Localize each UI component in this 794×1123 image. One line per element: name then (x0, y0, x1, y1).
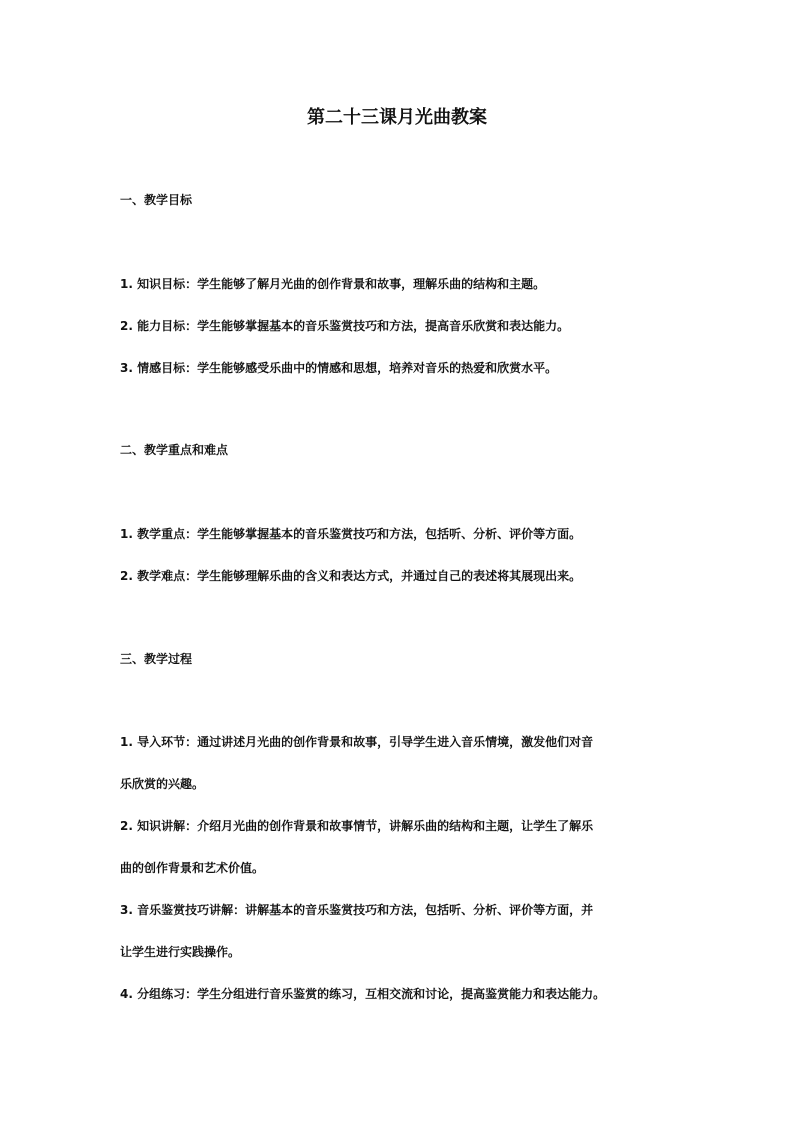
page-title: 第二十三课月光曲教案 (307, 107, 487, 128)
list-item: 1. 导入环节：通过讲述月光曲的创作背景和故事，引导学生进入音乐情境，激发他们对音 (120, 735, 594, 749)
section-heading-process: 三、教学过程 (120, 652, 193, 666)
section-heading-objectives: 一、教学目标 (120, 193, 193, 207)
list-item-continuation: 让学生进行实践操作。 (120, 945, 241, 959)
list-item: 2. 能力目标：学生能够掌握基本的音乐鉴赏技巧和方法，提高音乐欣赏和表达能力。 (120, 319, 570, 333)
list-item: 3. 情感目标：学生能够感受乐曲中的情感和思想，培养对音乐的热爱和欣赏水平。 (120, 361, 558, 375)
list-item: 1. 教学重点：学生能够掌握基本的音乐鉴赏技巧和方法，包括听、分析、评价等方面。 (120, 527, 582, 541)
list-item: 2. 知识讲解：介绍月光曲的创作背景和故事情节，讲解乐曲的结构和主题，让学生了解乐 (120, 819, 594, 833)
list-item-continuation: 乐欣赏的兴趣。 (120, 777, 205, 791)
section-heading-key-points: 二、教学重点和难点 (120, 443, 229, 457)
list-item: 3. 音乐鉴赏技巧讲解：讲解基本的音乐鉴赏技巧和方法，包括听、分析、评价等方面，并 (120, 903, 594, 917)
list-item: 4. 分组练习：学生分组进行音乐鉴赏的练习，互相交流和讨论，提高鉴赏能力和表达能力。 (120, 987, 606, 1001)
list-item: 2. 教学难点：学生能够理解乐曲的含义和表达方式，并通过自己的表述将其展现出来。 (120, 569, 582, 583)
list-item-continuation: 曲的创作背景和艺术价值。 (120, 861, 265, 875)
list-item: 1. 知识目标：学生能够了解月光曲的创作背景和故事，理解乐曲的结构和主题。 (120, 277, 546, 291)
